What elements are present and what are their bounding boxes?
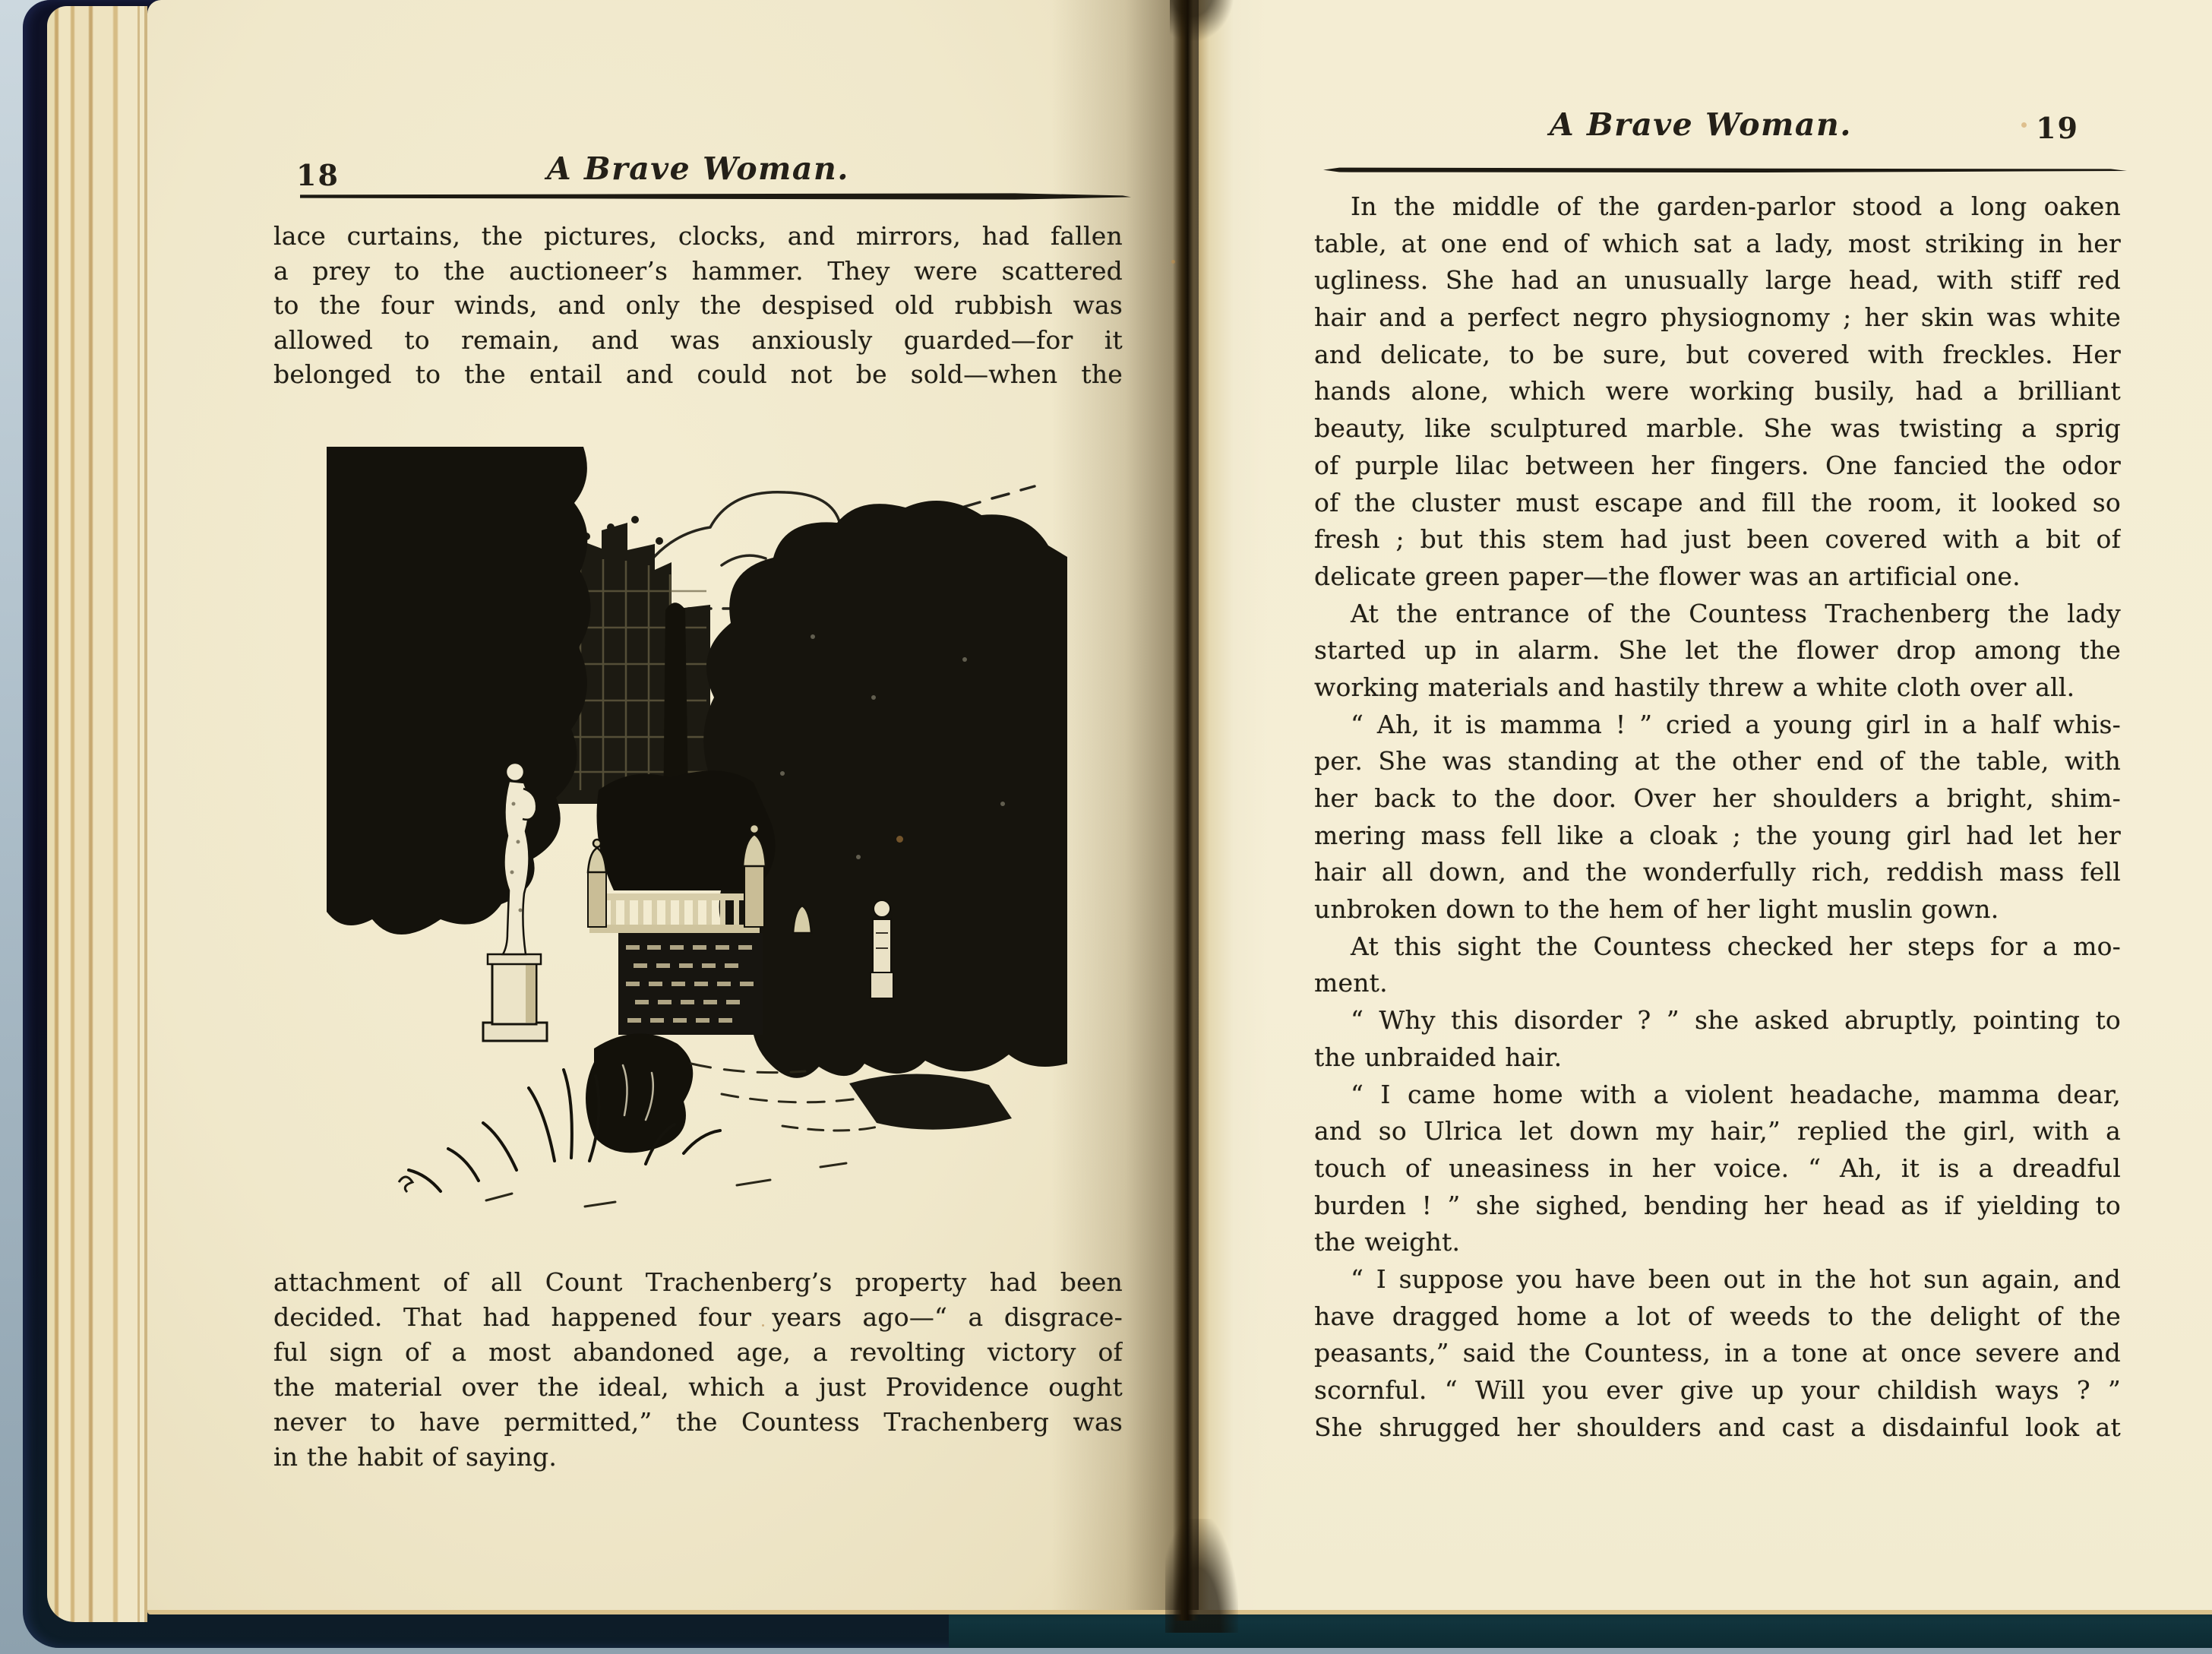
text-line: in the habit of saying. [273,1442,558,1472]
text-line: “ Why this disorder ? ” she asked abruptly, pointing to [1351,1005,2121,1036]
text-line: attachment of all Count Trachenberg’s property had been [273,1267,1123,1297]
text-line: “ Ah, it is mamma ! ” cried a young girl in a half whis- [1351,709,2121,739]
right-page [1199,0,2212,1614]
text-line: hair all down, and the wonderfully rich, reddish mass fell [1314,857,2121,887]
text-line: the unbraided hair. [1314,1042,1563,1072]
left-page [147,0,1199,1614]
foxing-spots [896,836,903,843]
text-line: At the entrance of the Countess Trachenberg the lady [1351,598,2121,628]
text-line: touch of uneasiness in her voice. “ Ah, it is a dreadful [1314,1153,2121,1183]
text-line: mering mass fell like a cloak ; the young girl had let her [1314,820,2121,850]
text-line: have dragged home a lot of weeds to the delight of the [1314,1301,2121,1331]
page-edge-stack [47,6,147,1622]
text-line: a prey to the auctioneer’s hammer. They were scattered [273,255,1123,286]
text-line: scornful. “ Will you ever give up your childish ways ? ” [1314,1375,2121,1405]
running-header-left: A Brave Woman. [546,150,850,187]
text-line: delicate green paper—the flower was an artificial one. [1314,561,2021,591]
gutter-shadow [1173,0,1199,1621]
text-line: At this sight the Countess checked her steps for a mo- [1351,931,2121,961]
text-line: the material over the ideal, which a just Providence ought [273,1372,1123,1402]
text-line: beauty, like sculptured marble. She was twisting a sprig [1314,413,2121,444]
text-line: ful sign of a most abandoned age, a revolting victory of [273,1337,1123,1367]
text-line: She shrugged her shoulders and cast a disdainful look at [1314,1412,2121,1442]
text-line: belonged to the entail and could not be sold—when the [273,359,1123,389]
text-line: of the cluster must escape and fill the room, it looked so [1314,487,2121,517]
text-line: hands alone, which were working busily, had a brilliant [1314,376,2121,406]
garden-illustration [327,447,1067,1238]
text-line: “ I came home with a violent headache, mamma dear, [1351,1079,2121,1109]
text-line: and so Ulrica let down my hair,” replied the girl, with a [1314,1116,2121,1146]
text-line: working materials and hastily threw a white cloth over all. [1314,672,2075,702]
trees-left [327,447,591,935]
text-line: In the middle of the garden-parlor stood a long oaken [1351,191,2121,221]
paragraph-top [273,221,1123,394]
text-line: “ I suppose you have been out in the hot sun again, and [1351,1263,2121,1294]
text-line: burden ! ” she sighed, bending her head as if yielding to [1314,1190,2121,1220]
header-rule-left [300,193,1131,200]
running-header-right: A Brave Woman. [1549,106,1853,143]
text-line: ugliness. She had an unusually large head, with stiff red [1314,265,2121,296]
text-line: of purple lilac between her fingers. One fancied the odor [1314,450,2121,480]
text-line: fresh ; but this stem had just been covered with a bit of [1314,524,2121,555]
text-line: never to have permitted,” the Countess Trachenberg was [273,1407,1123,1437]
text-line: per. She was standing at the other end of the table, with [1314,746,2121,776]
header-rule-right [1323,167,2127,173]
page-number-left: 18 [296,158,340,192]
paragraph-bottom [273,1267,1123,1477]
text-line: her back to the door. Over her shoulders a bright, shim- [1314,783,2121,813]
text-line: and delicate, to be sure, but covered with freckles. Her [1314,339,2121,369]
text-line: table, at one end of which sat a lady, most striking in her [1314,228,2121,258]
text-line: ment. [1314,968,1388,998]
text-line: lace curtains, the pictures, clocks, and mirrors, had fallen [273,221,1123,251]
text-line: hair and a perfect negro physiognomy ; her skin was white [1314,302,2121,333]
garden-illustration-svg [327,447,1067,1238]
text-line: unbroken down to the hem of her light muslin gown. [1314,894,1999,925]
text-line: peasants,” said the Countess, in a tone at once severe and [1314,1338,2121,1368]
page-text [1314,191,2121,1449]
text-line: decided. That had happened four years ago—“ a disgrace- [273,1302,1123,1332]
text-line: the weight. [1314,1227,1461,1257]
text-line: started up in alarm. She let the flower drop among the [1314,635,2121,666]
text-line: allowed to remain, and was anxiously guarded—for it [273,324,1123,355]
page-number-right: 19 [2036,111,2079,145]
text-line: to the four winds, and only the despised old rubbish was [273,290,1123,320]
